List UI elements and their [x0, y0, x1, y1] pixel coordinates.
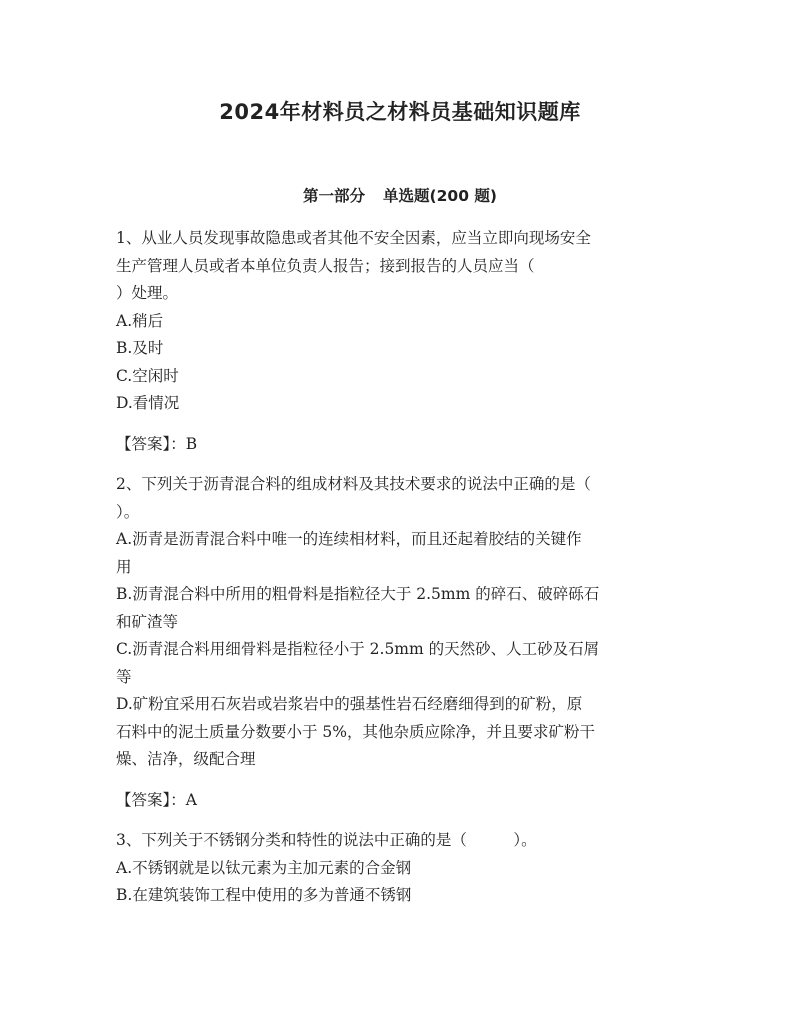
answer-line: [116, 787, 686, 815]
option-text-line: C.沥青混合料用细骨料是指粒径小于 2.5mm 的天然砂、人工砂及石屑: [116, 640, 600, 658]
option-item: [116, 390, 686, 418]
option-text-line: A.沥青是沥青混合料中唯一的连续相材料，而且还起着胶结的关键作: [116, 530, 582, 548]
section-heading: [0, 184, 800, 206]
section-type-label: 单选题(200 题): [383, 187, 497, 205]
option-text-line: D.矿粉宜采用石灰岩或岩浆岩中的强基性岩石经磨细得到的矿粉，原: [116, 695, 583, 713]
answer-prefix: 【答案】：: [116, 790, 186, 809]
question-stem-line: ）处理。: [116, 284, 179, 302]
question-stem-line: 2、下列关于沥青混合料的组成材料及其技术要求的说法中正确的是（: [116, 475, 591, 493]
question-stem-line: 3、下列关于不锈钢分类和特性的说法中正确的是（ ）。: [116, 831, 537, 849]
question-list: [116, 225, 686, 910]
option-item: [116, 855, 686, 883]
answer-value: A: [185, 790, 197, 809]
answer-line: [116, 431, 686, 459]
option-text-line: C.空闲时: [116, 366, 179, 385]
option-item: [116, 335, 686, 363]
question-stem-line: ）。: [116, 502, 140, 521]
answer-value: B: [185, 434, 198, 453]
option-text-line: 石料中的泥土质量分数要小于 5%，其他杂质应除净，并且要求矿粉干: [116, 722, 596, 741]
option-text-line: 和矿渣等: [116, 612, 179, 631]
option-item: [116, 691, 686, 774]
question-block: [116, 471, 686, 774]
question-block: [116, 827, 686, 910]
option-text-line: A.不锈钢就是以钛元素为主加元素的合金钢: [116, 858, 412, 877]
section-part-label: 第一部分: [303, 187, 366, 205]
option-text-line: 用: [116, 557, 132, 576]
option-item: [116, 636, 686, 691]
option-text-line: B.在建筑装饰工程中使用的多为普通不锈钢: [116, 886, 412, 904]
question-stem-line: 1、从业人员发现事故隐患或者其他不安全因素，应当立即向现场安全: [116, 229, 591, 247]
option-text-line: D.看情况: [116, 394, 180, 412]
document-title: 2024年材料员之材料员基础知识题库: [219, 100, 581, 124]
option-item: [116, 363, 686, 391]
option-item: [116, 581, 686, 636]
option-text-line: A.稍后: [116, 311, 164, 330]
option-text-line: 燥、洁净，级配合理: [116, 750, 256, 768]
question-stem-line: 生产管理人员或者本单位负责人报告；接到报告的人员应当（: [116, 256, 535, 275]
option-item: [116, 882, 686, 910]
answer-prefix: 【答案】：: [116, 434, 186, 453]
option-text-line: 等: [116, 667, 132, 686]
option-text-line: B.及时: [116, 339, 164, 357]
option-item: [116, 526, 686, 581]
option-item: [116, 308, 686, 336]
option-text-line: B.沥青混合料中所用的粗骨料是指粒径大于 2.5mm 的碎石、破碎砾石: [116, 585, 600, 603]
question-block: [116, 225, 686, 418]
